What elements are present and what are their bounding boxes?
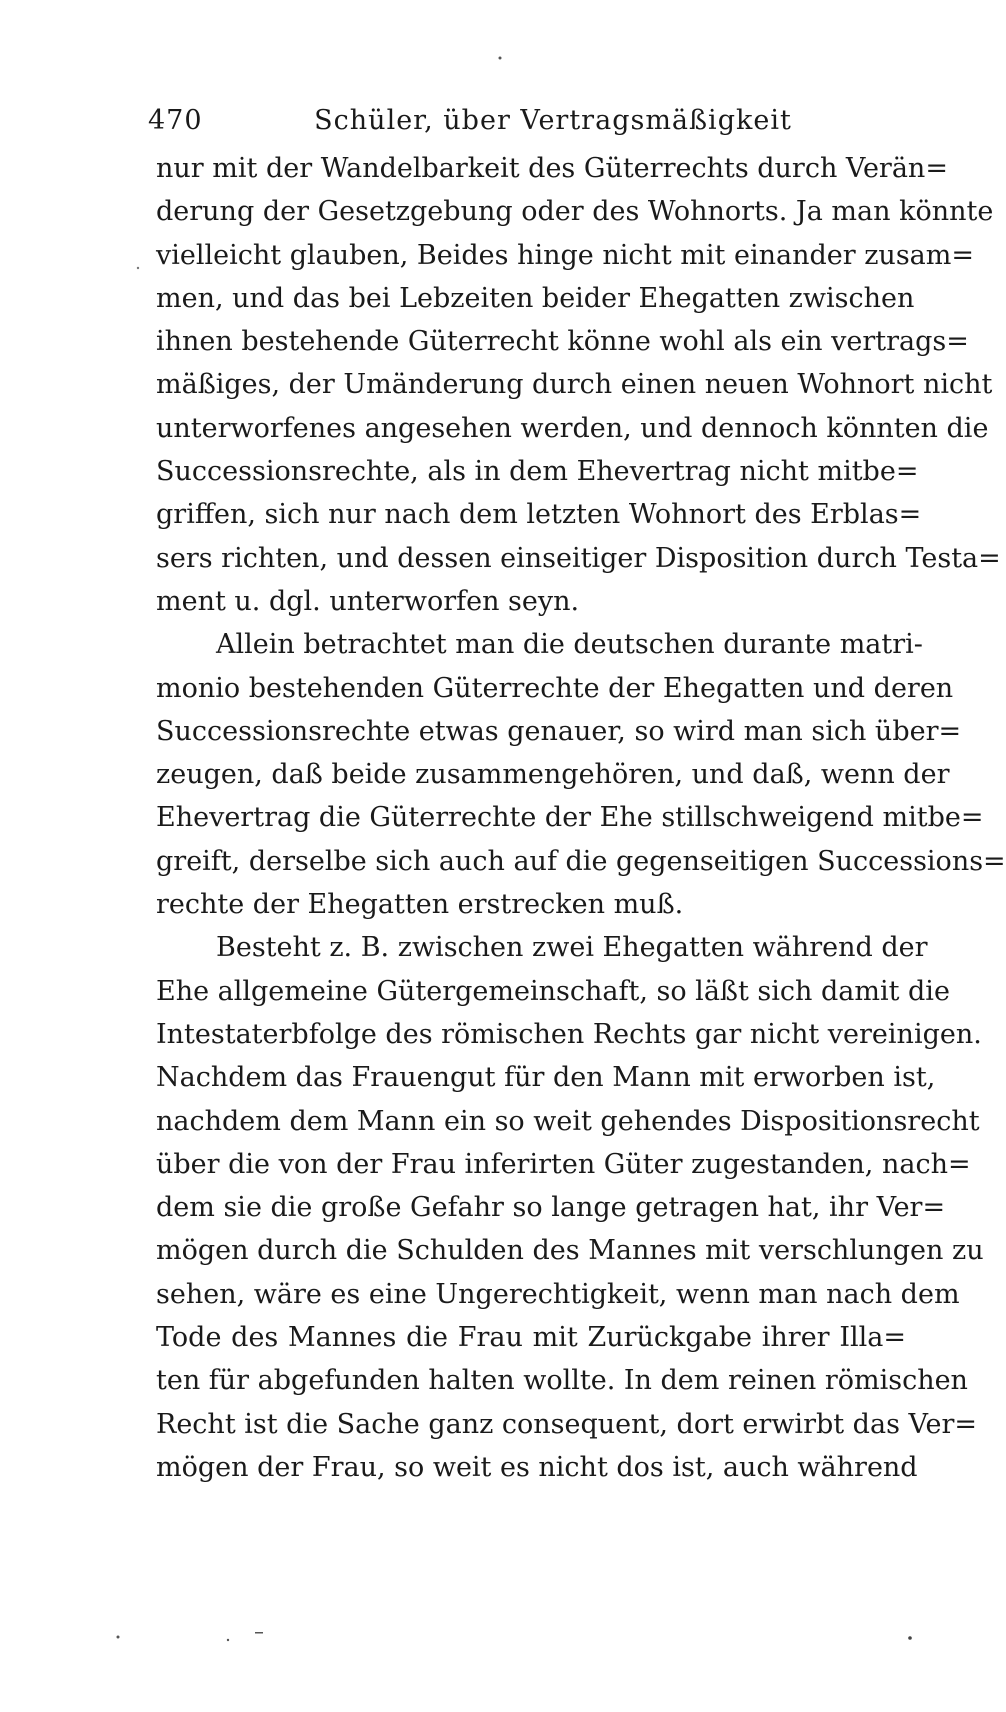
speck-mark	[908, 1636, 912, 1640]
speck-mark	[227, 1639, 229, 1641]
paragraph-1	[156, 147, 1001, 623]
text-line: sehen, wäre es eine Ungerechtigkeit, wenn man nach dem	[156, 1278, 960, 1310]
text-line: Recht ist die Sache ganz consequent, dort erwirbt das Ver=	[156, 1408, 978, 1440]
page-number: 470	[148, 105, 203, 136]
speck-mark	[117, 1636, 120, 1639]
text-line: Tode des Mannes die Frau mit Zurückgabe ihrer Illa=	[156, 1322, 906, 1354]
running-head: Schüler, über Vertragsmäßigkeit	[314, 105, 792, 136]
text-line: Allein betrachtet man die deutschen durante matri-	[216, 629, 923, 661]
speck-mark	[137, 267, 139, 269]
paragraph-3	[156, 926, 984, 1489]
text-line: derung der Gesetzgebung oder des Wohnorts. Ja man könnte	[156, 196, 994, 228]
text-line: sers richten, und dessen einseitiger Disposition durch Testa=	[156, 542, 1001, 574]
page-header	[148, 105, 868, 145]
speck-mark	[499, 57, 502, 60]
text-line: Successionsrechte etwas genauer, so wird man sich über=	[156, 715, 962, 747]
text-line: nachdem dem Mann ein so weit gehendes Dispositionsrecht	[156, 1105, 980, 1137]
text-line: mäßiges, der Umänderung durch einen neuen Wohnort nicht	[156, 369, 993, 401]
text-line: dem sie die große Gefahr so lange getragen hat, ihr Ver=	[156, 1192, 946, 1224]
text-line: mögen der Frau, so weit es nicht dos ist, auch während	[156, 1451, 918, 1483]
text-line: ihnen bestehende Güterrecht könne wohl als ein vertrags=	[156, 326, 969, 358]
text-line: men, und das bei Lebzeiten beider Ehegatten zwischen	[156, 282, 915, 314]
text-line: nur mit der Wandelbarkeit des Güterrechts durch Verän=	[156, 153, 948, 184]
text-line: greift, derselbe sich auch auf die gegenseitigen Successions=	[156, 845, 1006, 877]
body-text	[156, 147, 1006, 1489]
text-line: Successionsrechte, als in dem Ehevertrag nicht mitbe=	[156, 456, 919, 488]
text-line: Intestaterbfolge des römischen Rechts gar nicht vereinigen.	[156, 1018, 982, 1050]
text-line: rechte der Ehegatten erstrecken muß.	[156, 889, 684, 921]
text-line: Ehe allgemeine Gütergemeinschaft, so läßt sich damit die	[156, 975, 950, 1007]
speck-mark	[255, 1632, 263, 1634]
text-line: Ehevertrag die Güterrechte der Ehe stillschweigend mitbe=	[156, 802, 984, 834]
text-line: Nachdem das Frauengut für den Mann mit erworben ist,	[156, 1062, 936, 1094]
text-line: monio bestehenden Güterrechte der Ehegatten und deren	[156, 672, 954, 704]
text-line: zeugen, daß beide zusammengehören, und daß, wenn der	[156, 759, 950, 791]
text-line: unterworfenes angesehen werden, und dennoch könnten die	[156, 412, 989, 444]
text-line: vielleicht glauben, Beides hinge nicht mit einander zusam=	[156, 239, 975, 271]
text-line: Besteht z. B. zwischen zwei Ehegatten während der	[216, 932, 928, 964]
text-line: griffen, sich nur nach dem letzten Wohnort des Erblas=	[156, 499, 922, 531]
text-line: mögen durch die Schulden des Mannes mit verschlungen zu	[156, 1235, 984, 1267]
paragraph-2	[156, 623, 1006, 926]
text-line: ment u. dgl. unterworfen seyn.	[156, 585, 580, 617]
text-line: über die von der Frau inferirten Güter zugestanden, nach=	[156, 1148, 971, 1180]
text-line: ten für abgefunden halten wollte. In dem reinen römischen	[156, 1365, 968, 1397]
